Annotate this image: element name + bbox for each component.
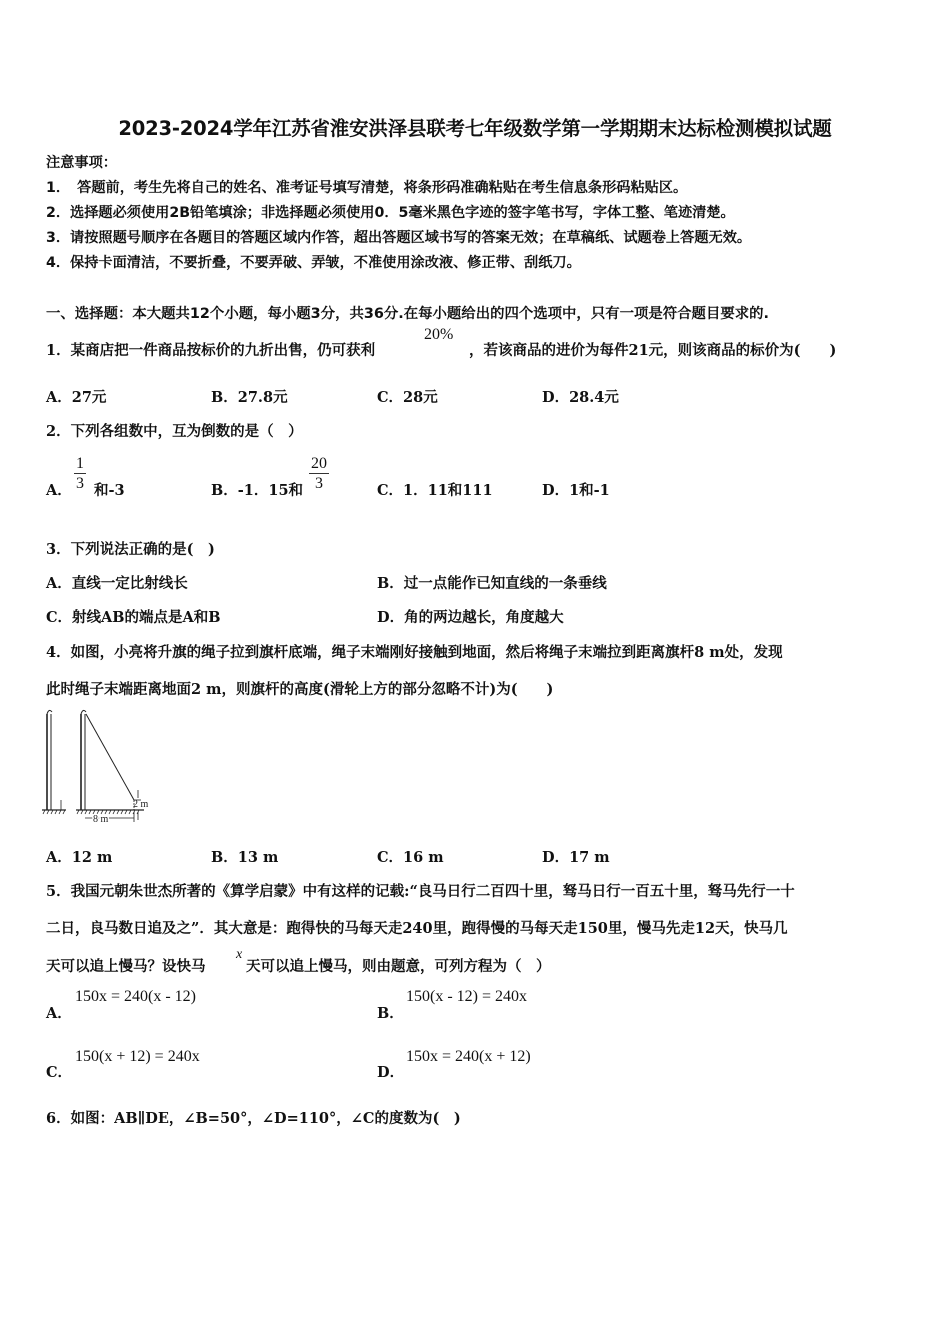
question-2-option-c: C．1．11和111 xyxy=(377,482,493,499)
question-2-fraction-b xyxy=(309,454,329,493)
question-4-option-d: D．17 m xyxy=(542,849,610,866)
question-5-option-d-equation: 150x = 240(x + 12) xyxy=(406,1048,531,1065)
fraction-denominator: 3 xyxy=(76,475,84,492)
question-3-option-d: D．角的两边越长，角度越大 xyxy=(377,609,564,626)
question-3-option-a: A．直线一定比射线长 xyxy=(46,575,188,592)
question-1-option-c: C．28元 xyxy=(377,389,438,406)
note-item: 2．选择题必须使用2B铅笔填涂；非选择题必须使用0．5毫米黑色字迹的签字笔书写，字体工整、笔迹清楚。 xyxy=(46,205,735,221)
question-5-line-1: 5．我国元朝朱世杰所著的《算学启蒙》中有这样的记载:“良马日行二百四十里，驽马日行一百五十里，驽马先行一十 xyxy=(46,883,795,900)
fraction-numerator: 20 xyxy=(311,455,327,472)
question-5-option-a-equation: 150x = 240(x - 12) xyxy=(75,988,197,1005)
page-title: 2023-2024学年江苏省淮安洪泽县联考七年级数学第一学期期末达标检测模拟试题 xyxy=(118,117,832,140)
note-item: 3．请按照题号顺序在各题目的答题区域内作答，超出答题区域书写的答案无效；在草稿纸、试题卷上答题无效。 xyxy=(46,230,752,246)
fraction-numerator: 1 xyxy=(76,455,84,472)
question-2-option-a-label: A． xyxy=(46,482,72,499)
question-2-option-d: D．1和-1 xyxy=(542,482,610,499)
question-4-option-c: C．16 m xyxy=(377,849,444,866)
question-1-text-b: ，若该商品的进价为每件21元，则该商品的标价为( ) xyxy=(469,342,837,359)
label-8m: 8 m xyxy=(93,814,109,825)
question-1-text-a: 1．某商店把一件商品按标价的九折出售，仍可获利 xyxy=(46,342,376,359)
question-6-text: 6．如图：AB∥DE，∠B=50°，∠D=110°，∠C的度数为( ) xyxy=(46,1110,461,1127)
question-1-option-d: D．28.4元 xyxy=(542,389,619,406)
question-5-option-c-label: C． xyxy=(46,1064,73,1081)
question-5-line-3a: 天可以追上慢马？设快马 xyxy=(46,958,206,975)
fraction-denominator: 3 xyxy=(315,475,323,492)
question-5-line-3b: 天可以追上慢马，则由题意，可列方程为（ ） xyxy=(246,958,551,975)
note-item: 4．保持卡面清洁，不要折叠，不要弄破、弄皱，不准使用涂改液、修正带、刮纸刀。 xyxy=(46,255,581,271)
question-3-option-c: C．射线AB的端点是A和B xyxy=(46,609,221,626)
question-1-option-a: A．27元 xyxy=(46,389,107,406)
question-1-percent: 20% xyxy=(424,326,454,343)
flagpole-left xyxy=(42,710,66,814)
question-5-option-b-equation: 150(x - 12) = 240x xyxy=(406,988,528,1005)
notes-heading: 注意事项： xyxy=(46,155,117,171)
question-5-variable: x xyxy=(236,947,243,962)
question-4-line-1: 4．如图，小亮将升旗的绳子拉到旗杆底端，绳子末端刚好接触到地面，然后将绳子末端拉到距离旗杆8 m处，发现 xyxy=(46,644,783,661)
question-2-text: 2．下列各组数中，互为倒数的是（ ） xyxy=(46,423,303,440)
flagpole-figure xyxy=(40,706,160,828)
question-3-text: 3．下列说法正确的是( ) xyxy=(46,541,215,558)
question-4-option-b: B．13 m xyxy=(211,849,279,866)
question-5-option-d-label: D． xyxy=(377,1064,405,1081)
question-2-fraction-a xyxy=(74,454,86,493)
question-1-option-b: B．27.8元 xyxy=(211,389,288,406)
note-item: 1． 答题前，考生先将自己的姓名、准考证号填写清楚，将条形码准确粘贴在考生信息条形码粘贴区。 xyxy=(46,180,688,196)
question-5-line-2: 二日，良马数日追及之”．其大意是：跑得快的马每天走240里，跑得慢的马每天走150里，慢马先走12天，快马几 xyxy=(46,920,788,937)
question-5-option-c-equation: 150(x + 12) = 240x xyxy=(75,1048,200,1065)
question-4-option-a: A．12 m xyxy=(46,849,113,866)
question-3-option-b: B．过一点能作已知直线的一条垂线 xyxy=(377,575,607,592)
question-4-line-2: 此时绳子末端距离地面2 m，则旗杆的高度(滑轮上方的部分忽略不计)为( ) xyxy=(46,681,554,698)
section-heading: 一、选择题：本大题共12个小题，每小题3分，共36分.在每小题给出的四个选项中，只有一项是符合题目要求的. xyxy=(46,306,769,322)
question-2-option-b-label: B．-1．15和 xyxy=(211,482,304,499)
question-2-option-a-tail: 和-3 xyxy=(94,482,125,499)
label-2m: 2 m xyxy=(133,799,149,810)
question-5-option-a-label: A． xyxy=(46,1005,72,1022)
question-5-option-b-label: B． xyxy=(377,1005,404,1022)
